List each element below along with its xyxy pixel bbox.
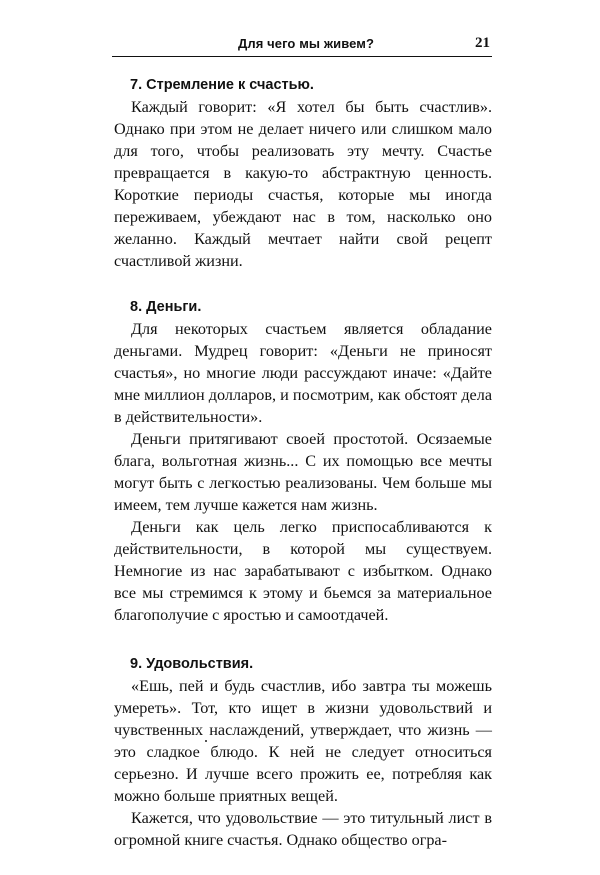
paragraph: Каждый говорит: «Я хотел бы быть счастлив». Однако при этом не делает ничего или слишком мало для того, чтобы реализовать эту мечту. Счастье превращается в какую-то абстрактную ценность. Короткие периоды счастья, которые мы иногда переживаем, убеждают нас в том, насколько оно желанно. Каждый мечтает найти свой рецепт счастливой жизни. (114, 98, 492, 270)
section-pleasures (114, 653, 492, 851)
paragraph: Кажется, что удовольствие — это титульный лист в огромной книге счастья. Однако общество огра- (114, 809, 492, 849)
header-divider (112, 56, 492, 57)
scan-speck (205, 740, 207, 742)
paragraph: «Ешь, пей и будь счастлив, ибо завтра ты можешь умереть». Тот, кто ищет в жизни удовольствий и чувственных наслаждений, утверждает, что жизнь — это сладкое блюдо. К ней не следует относиться серьезно. И лучше всего прожить ее, потребляя как можно больше приятных вещей. (114, 677, 492, 805)
paragraph: Деньги притягивают своей простотой. Осязаемые блага, вольготная жизнь... С их помощью все мечты могут быть с легкостью реализованы. Чем больше мы имеем, тем лучше кажется нам жизнь. (114, 430, 492, 514)
page-number: 21 (475, 35, 490, 51)
page-body (114, 74, 492, 875)
section-heading: 8. Деньги. (130, 299, 202, 315)
paragraph: Деньги как цель легко приспосабливаются к действительности, в которой мы существуем. Немногие из нас зарабатывают с избытком. Однако все мы стремимся к этому и бьемся за материальное благополучие с яростью и самоотдачей. (114, 518, 492, 624)
running-title: Для чего мы живем? (238, 36, 375, 51)
section-money (114, 296, 492, 626)
section-happiness (114, 74, 492, 272)
paragraph: Для некоторых счастьем является обладание деньгами. Мудрец говорит: «Деньги не приносят счастья», но многие люди рассуждают иначе: «Дайте мне миллион долларов, и посмотрим, как обстоят дела в действительности». (114, 320, 492, 426)
section-heading: 7. Стремление к счастью. (130, 77, 314, 93)
running-header (112, 34, 492, 58)
section-heading: 9. Удовольствия. (130, 656, 254, 672)
